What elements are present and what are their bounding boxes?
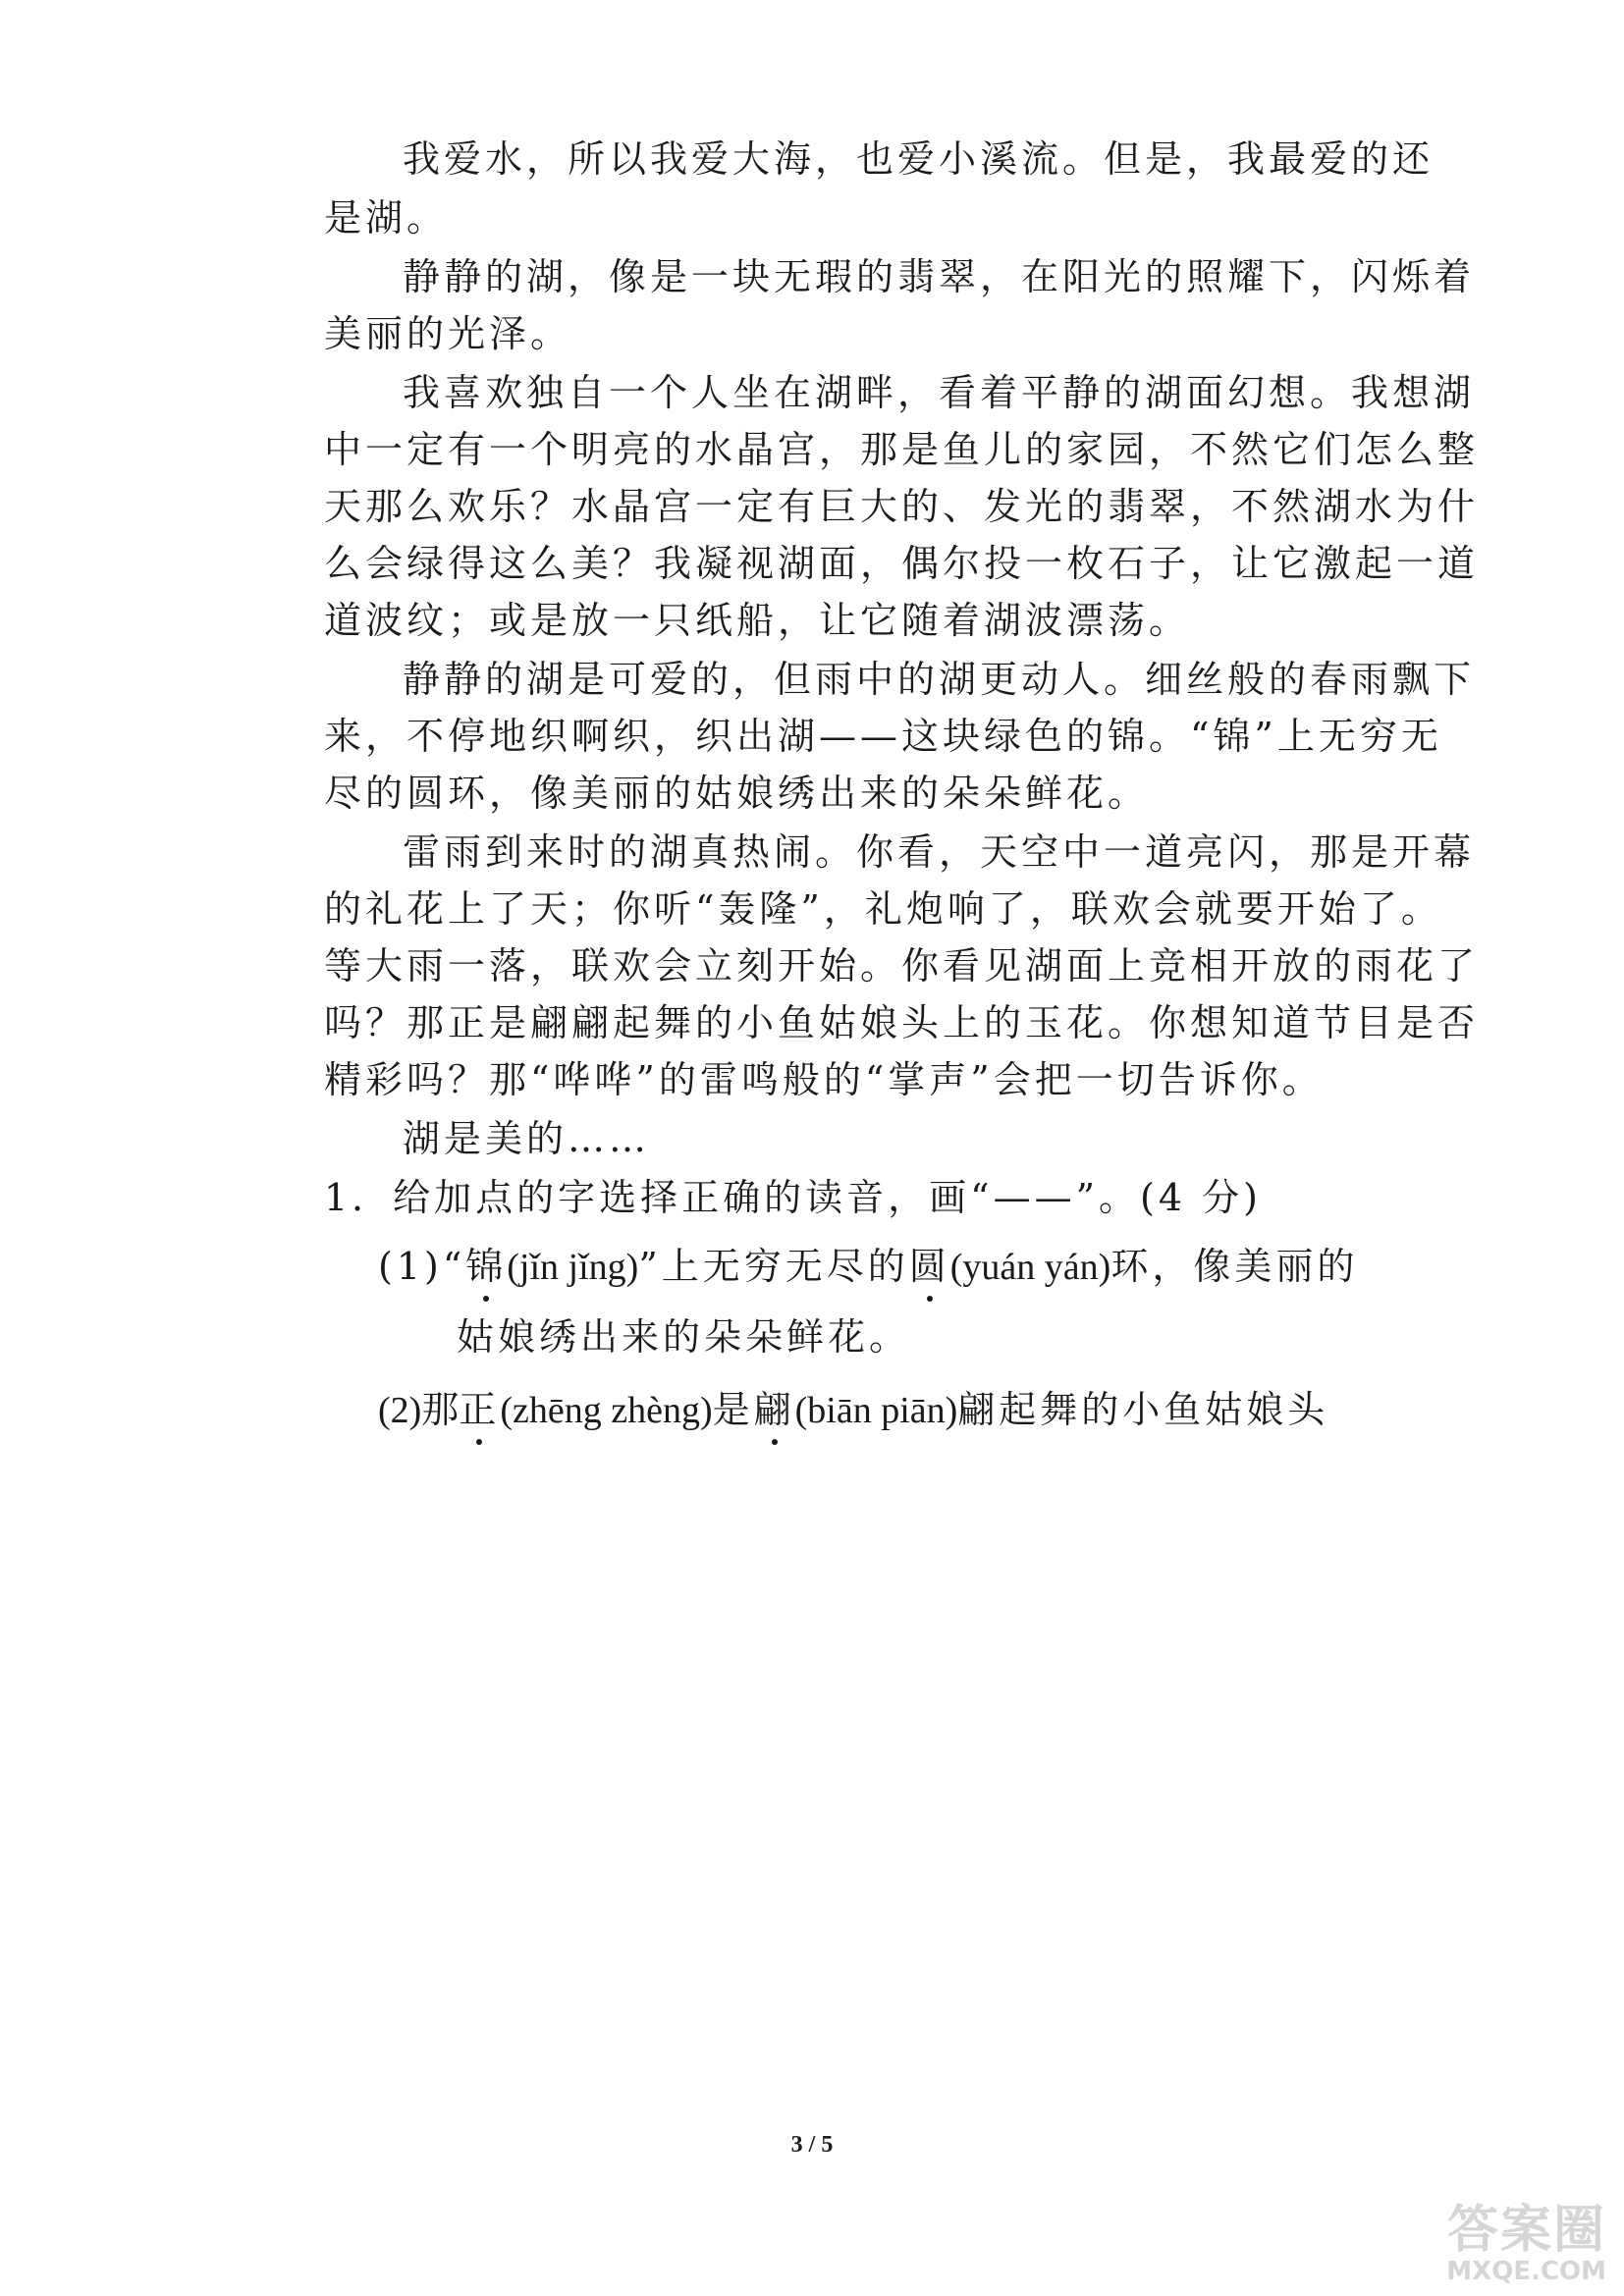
pinyin-options: (jǐn jǐng) bbox=[507, 1247, 639, 1288]
question-item-1 bbox=[378, 1241, 1438, 1293]
passage-line: 我爱水，所以我爱大海，也爱小溪流。但是，我最爱的还 bbox=[403, 137, 1435, 181]
passage-line: 雷雨到来时的湖真热闹。你看，天空中一道亮闪，那是开幕 bbox=[403, 830, 1476, 874]
item-text: 是 bbox=[712, 1388, 754, 1431]
question-item-1-continuation: 姑娘绣出来的朵朵鲜花。 bbox=[457, 1315, 911, 1359]
passage-line: 天那么欢乐？水晶宫一定有巨大的、发光的翡翠，不然湖水为什 bbox=[324, 485, 1480, 528]
passage-line: 的礼花上了天；你听“轰隆”，礼炮响了，联欢会就要开始了。 bbox=[324, 887, 1442, 931]
pinyin-options: (biān piān) bbox=[794, 1390, 958, 1431]
item-prefix: (2)那 bbox=[378, 1390, 460, 1431]
watermark-url: MXQE.COM bbox=[1446, 2257, 1606, 2286]
item-text: ”上无穷无尽的 bbox=[638, 1245, 909, 1288]
passage-line: 湖是美的…… bbox=[403, 1117, 651, 1160]
item-text: 翩起舞的小鱼姑娘头 bbox=[957, 1388, 1329, 1431]
watermark-logo bbox=[1371, 2188, 1606, 2286]
passage-line: 是湖。 bbox=[324, 196, 449, 240]
dotted-char: 翩 bbox=[754, 1384, 795, 1435]
passage-line: 等大雨一落，联欢会立刻开始。你看见湖面上竞相开放的雨花了 bbox=[324, 944, 1480, 988]
passage-line: 静静的湖，像是一块无瑕的翡翠，在阳光的照耀下，闪烁着 bbox=[403, 255, 1476, 298]
pinyin-options: (yuán yán) bbox=[949, 1247, 1111, 1288]
question-stem: 1．给加点的字选择正确的读音，画“——”。(4 分) bbox=[324, 1176, 1262, 1219]
passage-line: 吗？那正是翩翩起舞的小鱼姑娘头上的玉花。你想知道节目是否 bbox=[324, 1001, 1480, 1044]
page-number: 3 / 5 bbox=[790, 2132, 834, 2158]
passage-line: 尽的圆环，像美丽的姑娘绣出来的朵朵鲜花。 bbox=[324, 772, 1150, 815]
item-prefix: (1)“ bbox=[378, 1245, 466, 1288]
passage-line: 我喜欢独自一个人坐在湖畔，看着平静的湖面幻想。我想湖 bbox=[403, 371, 1476, 414]
passage-line: 精彩吗？那“哗哗”的雷鸣般的“掌声”会把一切告诉你。 bbox=[324, 1058, 1324, 1101]
dotted-char: 正 bbox=[459, 1384, 500, 1435]
dotted-char: 圆 bbox=[909, 1241, 950, 1292]
passage-line: 美丽的光泽。 bbox=[324, 312, 572, 355]
passage-line: 来，不停地织啊织，织出湖——这块绿色的锦。“锦”上无穷无 bbox=[324, 715, 1442, 758]
item-text: 环，像美丽的 bbox=[1110, 1245, 1359, 1288]
passage-line: 道波纹；或是放一只纸船，让它随着湖波漂荡。 bbox=[324, 599, 1191, 642]
dotted-char: 锦 bbox=[465, 1241, 507, 1292]
passage-line: 么会绿得这么美？我凝视湖面，偶尔投一枚石子，让它激起一道 bbox=[324, 542, 1480, 585]
pinyin-options: (zhēng zhèng) bbox=[500, 1390, 713, 1431]
passage-line: 中一定有一个明亮的水晶宫，那是鱼儿的家园，不然它们怎么整 bbox=[324, 428, 1480, 471]
watermark-logo-text: 答案圈 bbox=[1446, 2201, 1606, 2260]
passage-line: 静静的湖是可爱的，但雨中的湖更动人。细丝般的春雨飘下 bbox=[403, 658, 1476, 701]
question-item-2 bbox=[378, 1384, 1438, 1436]
